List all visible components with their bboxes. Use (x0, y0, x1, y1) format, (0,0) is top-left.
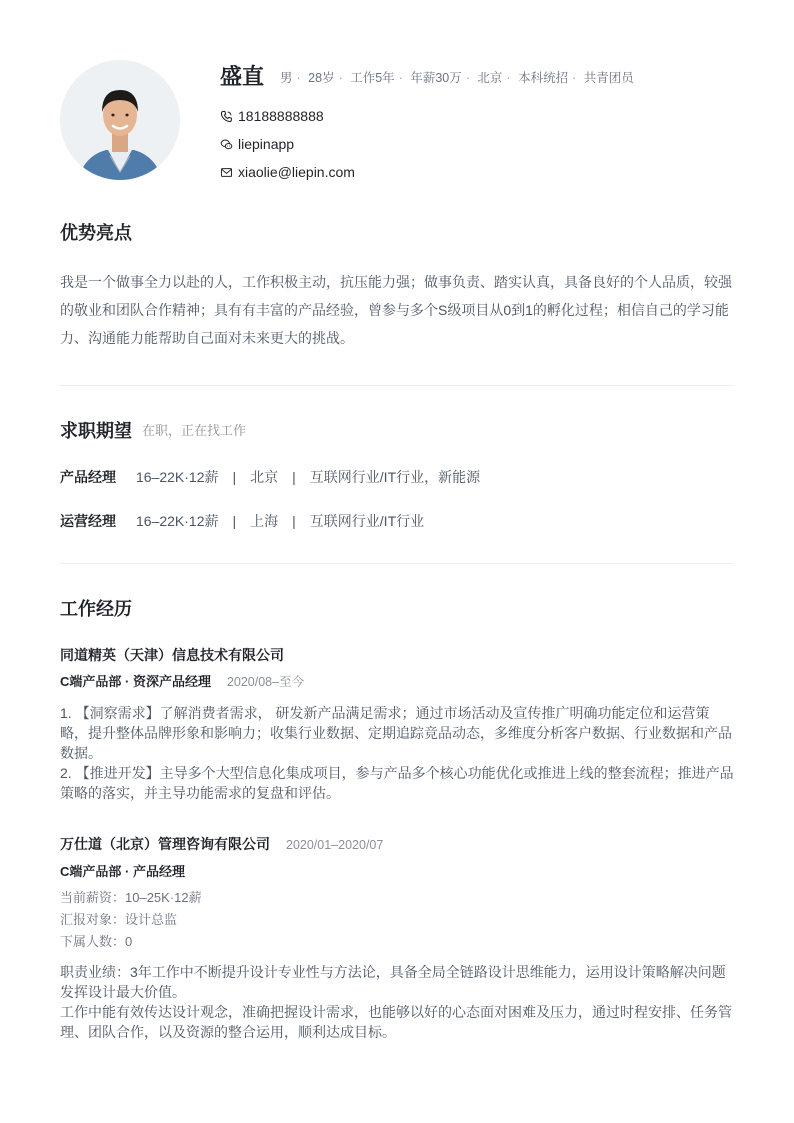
company-name: 同道精英（天津）信息技术有限公司 (60, 647, 284, 663)
candidate-meta: 男 · 28岁 · 工作5年 · 年薪30万 · 北京 · 本科统招 · 共青团员 (280, 71, 634, 85)
advantages-text: 我是一个做事全力以赴的人，工作积极主动，抗压能力强；做事负责、踏实认真，具备良好的个人品质，较强的敬业和团队合作精神；具有有丰富的产品经验，曾参与多个S级项目从0到1的孵化过程；相信自己的学习能力、沟通能力能帮助自己面对未来更大的挑战。 (60, 274, 732, 346)
job-period: 2020/08–至今 (226, 675, 305, 689)
section-title-experience: 工作经历 (60, 599, 132, 619)
section-title-advantages: 优势亮点 (60, 223, 132, 243)
mail-icon (220, 166, 233, 179)
job-dept (60, 672, 304, 692)
expectation-industry: 互联网行业/IT行业 (309, 513, 425, 529)
wechat-id: liepinapp (238, 136, 295, 152)
expectation-salary: 16–22K·12薪 (136, 513, 219, 529)
contact-email (220, 162, 355, 182)
wechat-icon (220, 138, 233, 151)
job-description-line: 职责业绩：3年工作中不断提升设计专业性与方法论，具备全局全链路设计思维能力，运用设计策略解决问题发挥设计最大价值。 (60, 964, 726, 1000)
expectation-city: 上海 (250, 513, 279, 529)
meta-salary: 年薪30万 (410, 71, 462, 85)
meta-gender: 男 (280, 71, 293, 85)
divider (60, 385, 734, 386)
expectation-role: 运营经理 (60, 513, 116, 529)
contact-wechat (220, 134, 294, 154)
job-report-to: 汇报对象：设计总监 (60, 912, 178, 927)
company-name: 万仕道（北京）管理咨询有限公司 (60, 836, 270, 852)
meta-political-status: 共青团员 (583, 71, 634, 85)
job-description-line: 1. 【洞察需求】了解消费者需求， 研发新产品满足需求；通过市场活动及宣传推广明确功能定位和运营策略，提升整体品牌形象和影响力；收集行业数据、定期追踪竞品动态，多维度分析客户数据、行业数据和产品数据。 (60, 705, 732, 761)
job-status: 在职，正在找工作 (142, 423, 247, 438)
divider (60, 563, 734, 564)
job-period: 2020/01–2020/07 (286, 838, 384, 852)
candidate-name: 盛直 (220, 64, 265, 89)
job-dept (60, 862, 185, 882)
meta-age: 28岁 (308, 71, 335, 85)
job-current-salary: 当前薪资：10–25K·12薪 (60, 890, 202, 905)
job-subordinates: 下属人数：0 (60, 934, 133, 949)
phone-number: 18188888888 (238, 108, 324, 124)
expectation-row: 产品经理 16–22K·12薪 | 北京 | 互联网行业/IT行业，新能源 (60, 469, 481, 485)
email-address: xiaolie@liepin.com (238, 164, 355, 180)
job-description-line: 2. 【推进开发】主导多个大型信息化集成项目，参与产品多个核心功能优化或推进上线的整套流程；推进产品策略的落实，并主导功能需求的复盘和评估。 (60, 765, 734, 801)
expectation-role: 产品经理 (60, 469, 116, 485)
job-company (60, 645, 284, 665)
dept-title: C端产品部 · 资深产品经理 (60, 674, 211, 689)
phone-icon (220, 110, 233, 123)
dept-title: C端产品部 · 产品经理 (60, 864, 185, 879)
expectation-row: 运营经理 16–22K·12薪 | 上海 | 互联网行业/IT行业 (60, 513, 425, 529)
job-description-line: 工作中能有效传达设计观念，准确把握设计需求，也能够以好的心态面对困难及压力，通过时程安排、任务管理、团队合作，以及资源的整合运用，顺利达成目标。 (60, 1004, 732, 1040)
job-company (60, 834, 383, 855)
avatar-portrait-icon (60, 60, 180, 180)
avatar (60, 60, 180, 180)
meta-city: 北京 (477, 71, 503, 85)
expectation-salary: 16–22K·12薪 (136, 469, 219, 485)
section-title-expectations: 求职期望 (60, 421, 132, 441)
expectation-industry: 互联网行业/IT行业，新能源 (309, 469, 481, 485)
job-description (60, 962, 736, 1042)
meta-experience: 工作5年 (350, 71, 395, 85)
expectation-city: 北京 (250, 469, 279, 485)
contact-phone (220, 106, 324, 126)
meta-education: 本科统招 (518, 71, 569, 85)
job-description (60, 703, 736, 803)
